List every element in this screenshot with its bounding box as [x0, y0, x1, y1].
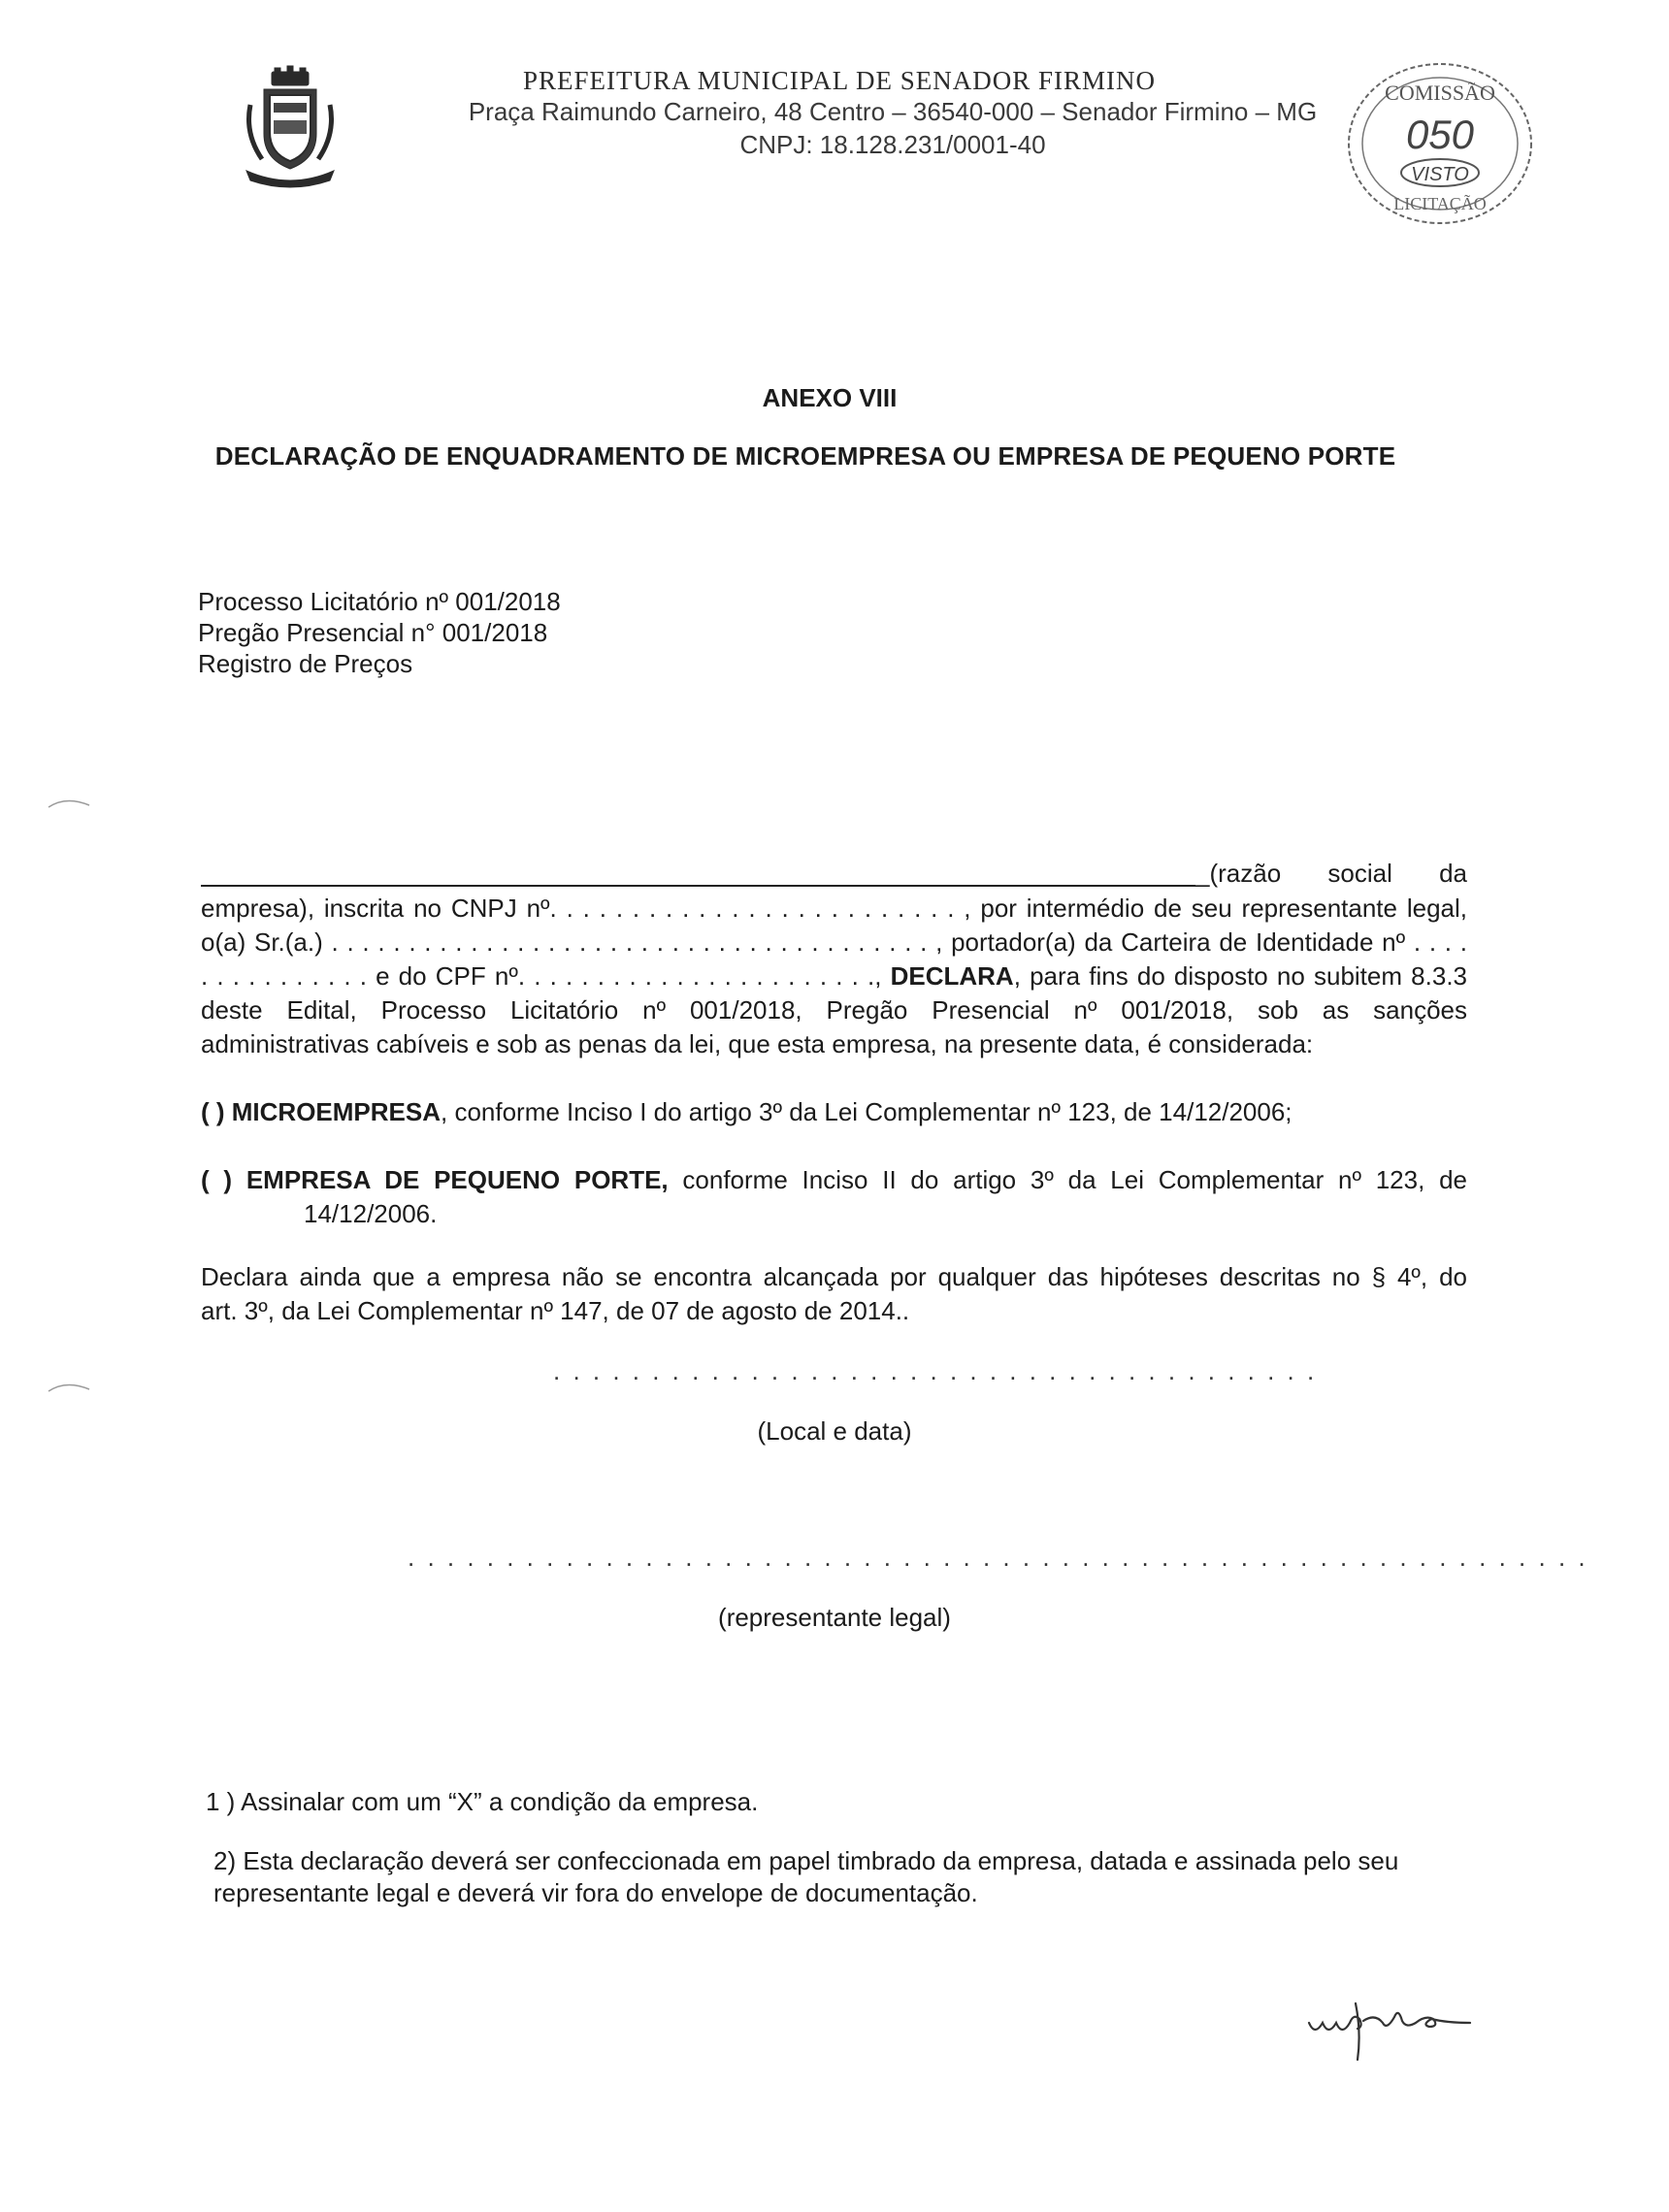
stamp-top-text: COMISSÃO: [1385, 81, 1495, 105]
declaration-title: DECLARAÇÃO DE ENQUADRAMENTO DE MICROEMPRESA OU EMPRESA DE PEQUENO PORTE: [214, 441, 1396, 471]
scan-mark-icon: [47, 1380, 93, 1395]
scan-mark-icon: [47, 796, 93, 811]
local-date-dotted-line: . . . . . . . . . . . . . . . . . . . . . . . . . . . . . . . . . . . . . . .: [553, 1356, 1318, 1385]
also-declares-line-2: art. 3º, da Lei Complementar nº 147, de 07 de agosto de 2014..: [201, 1296, 910, 1325]
also-declares-line-1: Declara ainda que a empresa não se encontra alcançada por qualquer das hipóteses descritas no § 4º, do: [201, 1262, 1467, 1291]
registry-type: Registro de Preços: [198, 649, 413, 678]
option-microempresa-label: ( ) MICROEMPRESA: [201, 1097, 441, 1126]
pregao-number: Pregão Presencial n° 001/2018: [198, 618, 548, 647]
body-line-2: empresa), inscrita no CNPJ nº. . . . . . . . . . . . . . . . . . . . . . . . . , por intermédio de seu representante legal,: [201, 894, 1467, 923]
stamp-bottom-text: LICITAÇÃO: [1393, 194, 1487, 213]
annex-title: ANEXO VIII: [762, 383, 898, 412]
option-epp-text: conforme Inciso II do artigo 3º da Lei Complementar nº 123, de: [668, 1165, 1468, 1194]
option-microempresa-text: , conforme Inciso I do artigo 3º da Lei Complementar nº 123, de 14/12/2006;: [441, 1097, 1293, 1126]
municipal-coat-of-arms-icon: [243, 66, 338, 190]
process-number: Processo Licitatório nº 001/2018: [198, 587, 561, 616]
option-microempresa: [201, 1096, 1467, 1127]
footnote-1: 1 ) Assinalar com um “X” a condição da empresa.: [206, 1787, 759, 1816]
footnote-2: 2) Esta declaração deverá ser confeccionada em papel timbrado da empresa, datada e assinada pelo seu representante legal e deverá vir fora do envelope de documentação.: [213, 1846, 1399, 1907]
handwritten-initials-icon: [1305, 1994, 1499, 2062]
option-epp: [201, 1164, 1467, 1195]
option-epp-label: ( ) EMPRESA DE PEQUENO PORTE,: [201, 1165, 669, 1194]
body-line-4-start: . . . . . . . . . . . e do CPF nº. . . . . . . . . . . . . . . . . . . . . . .,: [201, 961, 891, 991]
header-title: PREFEITURA MUNICIPAL DE SENADOR FIRMINO: [522, 66, 1157, 95]
body-line-3: o(a) Sr.(a.) . . . . . . . . . . . . . . . . . . . . . . . . . . . . . . . . . . . . . . . , portador(a) da Carteira de Identidade nº . . . .: [201, 927, 1467, 957]
body-line-6: administrativas cabíveis e sob as penas da lei, que esta empresa, na presente data, é considerada:: [201, 1029, 1314, 1058]
option-epp-continuation: 14/12/2006.: [304, 1199, 438, 1228]
declara-bold: DECLARA: [890, 961, 1014, 991]
commission-stamp: [1343, 56, 1537, 231]
stamp-visto: VISTO: [1411, 164, 1469, 185]
body-line-4-end: , para fins do disposto no subitem 8.3.3: [1013, 961, 1467, 991]
local-date-label: (Local e data): [757, 1416, 912, 1446]
body-line-1: _(razão social da: [1195, 859, 1467, 888]
representative-dotted-line: . . . . . . . . . . . . . . . . . . . . . . . . . . . . . . . . . . . . . . . . . . . . . . . . . . . . . . . . . . . .: [408, 1543, 1588, 1572]
body-line-4: [201, 960, 1467, 992]
body-line-5: deste Edital, Processo Licitatório nº 001/2018, Pregão Presencial nº 001/2018, sob as sanções: [201, 995, 1467, 1025]
representative-label: (representante legal): [718, 1603, 951, 1632]
stamp-number: 050: [1405, 112, 1475, 157]
header-cnpj: CNPJ: 18.128.231/0001-40: [739, 130, 1046, 159]
header-address: Praça Raimundo Carneiro, 48 Centro – 36540-000 – Senador Firmino – MG: [468, 97, 1318, 126]
company-name-blank-line: [201, 885, 1195, 887]
